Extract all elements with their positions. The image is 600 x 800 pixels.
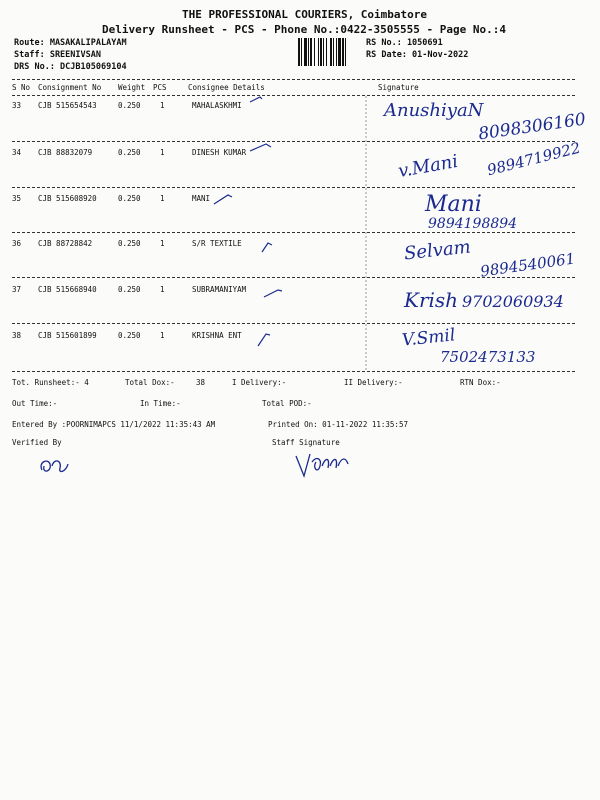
- rs-number: RS No.: 1050691: [366, 38, 443, 48]
- verifier-initials: [36, 452, 76, 478]
- row-consignee: MAHALASKHMI: [192, 101, 242, 110]
- row-consignee: DINESH KUMAR: [192, 148, 247, 157]
- row-sno: 34: [12, 148, 22, 157]
- column-header-consignee: Consignee Details: [188, 83, 265, 92]
- row-consignment-no: CJB 515601899: [38, 331, 97, 340]
- route-label: Route: MASAKALIPALAYAM: [14, 38, 127, 48]
- recipient-phone: 9894719922: [485, 138, 583, 180]
- recipient-signature: Selvam: [403, 236, 472, 265]
- row-divider: [12, 141, 575, 142]
- total-runsheet: Tot. Runsheet:- 4: [12, 378, 89, 387]
- recipient-signature: v.Mani: [396, 150, 460, 183]
- barcode-image: [298, 38, 358, 66]
- row-pcs: 1: [160, 285, 165, 294]
- recipient-phone: 9894198894: [428, 216, 518, 232]
- entered-by: Entered By :POORNIMAPCS 11/1/2022 11:35:43 AM: [12, 420, 216, 429]
- row-pcs: 1: [160, 331, 165, 340]
- row-weight: 0.250: [118, 101, 141, 110]
- i-delivery-label: I Delivery:-: [232, 378, 287, 387]
- row-weight: 0.250: [118, 239, 141, 248]
- row-divider: [12, 187, 575, 188]
- row-pcs: 1: [160, 194, 165, 203]
- recipient-signature: V.Smil: [401, 325, 457, 351]
- row-weight: 0.250: [118, 285, 141, 294]
- column-header-pcs: PCS: [153, 83, 167, 92]
- printed-on: Printed On: 01-11-2022 11:35:57: [268, 420, 408, 429]
- row-sno: 37: [12, 285, 22, 294]
- row-weight: 0.250: [118, 331, 141, 340]
- row-divider: [12, 323, 575, 324]
- row-consignment-no: CJB 88832079: [38, 148, 93, 157]
- column-header-signature: Signature: [378, 83, 419, 92]
- row-consignment-no: CJB 515654543: [38, 101, 97, 110]
- row-weight: 0.250: [118, 194, 141, 203]
- row-sno: 36: [12, 239, 22, 248]
- column-header-weight: Weight: [118, 83, 146, 92]
- recipient-phone: 7502473133: [440, 348, 536, 366]
- recipient-signature: Mani: [425, 192, 482, 217]
- total-pod-label: Total POD:-: [262, 399, 312, 408]
- column-header-consignment: Consignment No: [38, 83, 102, 92]
- column-header-sno: S No: [12, 83, 31, 92]
- rtn-dox-label: RTN Dox:-: [460, 378, 501, 387]
- row-consignee: SUBRAMANIYAM: [192, 285, 247, 294]
- row-sno: 33: [12, 101, 22, 110]
- row-consignment-no: CJB 515668940: [38, 285, 97, 294]
- row-pcs: 1: [160, 148, 165, 157]
- recipient-phone: 9894540061: [479, 249, 577, 281]
- row-consignment-no: CJB 88728842: [38, 239, 93, 248]
- row-consignment-no: CJB 515608920: [38, 194, 97, 203]
- row-sno: 35: [12, 194, 22, 203]
- total-dox-value: 38: [196, 378, 206, 387]
- recipient-signature: AnushiyaN: [384, 100, 484, 121]
- row-consignee: MANI: [192, 194, 211, 203]
- total-dox-label: Total Dox:-: [125, 378, 175, 387]
- row-divider: [12, 232, 575, 233]
- out-time-label: Out Time:-: [12, 399, 58, 408]
- row-consignee: KRISHNA ENT: [192, 331, 242, 340]
- in-time-label: In Time:-: [140, 399, 181, 408]
- drs-number: DRS No.: DCJB105069104: [14, 62, 127, 72]
- rs-date: RS Date: 01-Nov-2022: [366, 50, 469, 60]
- row-sno: 38: [12, 331, 22, 340]
- verified-by-label: Verified By: [12, 438, 62, 447]
- ii-delivery-label: II Delivery:-: [344, 378, 403, 387]
- row-pcs: 1: [160, 101, 165, 110]
- divider: [12, 95, 575, 96]
- divider: [12, 79, 575, 80]
- row-consignee: S/R TEXTILE: [192, 239, 242, 248]
- staff-signature-mark: [292, 448, 354, 482]
- recipient-signature: Krish: [404, 288, 459, 312]
- row-divider: [12, 371, 575, 372]
- row-pcs: 1: [160, 239, 165, 248]
- runsheet-title: Delivery Runsheet - PCS - Phone No.:0422-3505555 - Page No.:4: [102, 23, 506, 36]
- staff-label: Staff: SREENIVSAN: [14, 50, 101, 60]
- recipient-phone: 9702060934: [462, 292, 564, 311]
- row-weight: 0.250: [118, 148, 141, 157]
- recipient-phone: 8098306160: [477, 109, 588, 145]
- company-name: THE PROFESSIONAL COURIERS, Coimbatore: [182, 8, 428, 21]
- staff-signature-label: Staff Signature: [272, 438, 340, 447]
- row-divider: [12, 277, 575, 278]
